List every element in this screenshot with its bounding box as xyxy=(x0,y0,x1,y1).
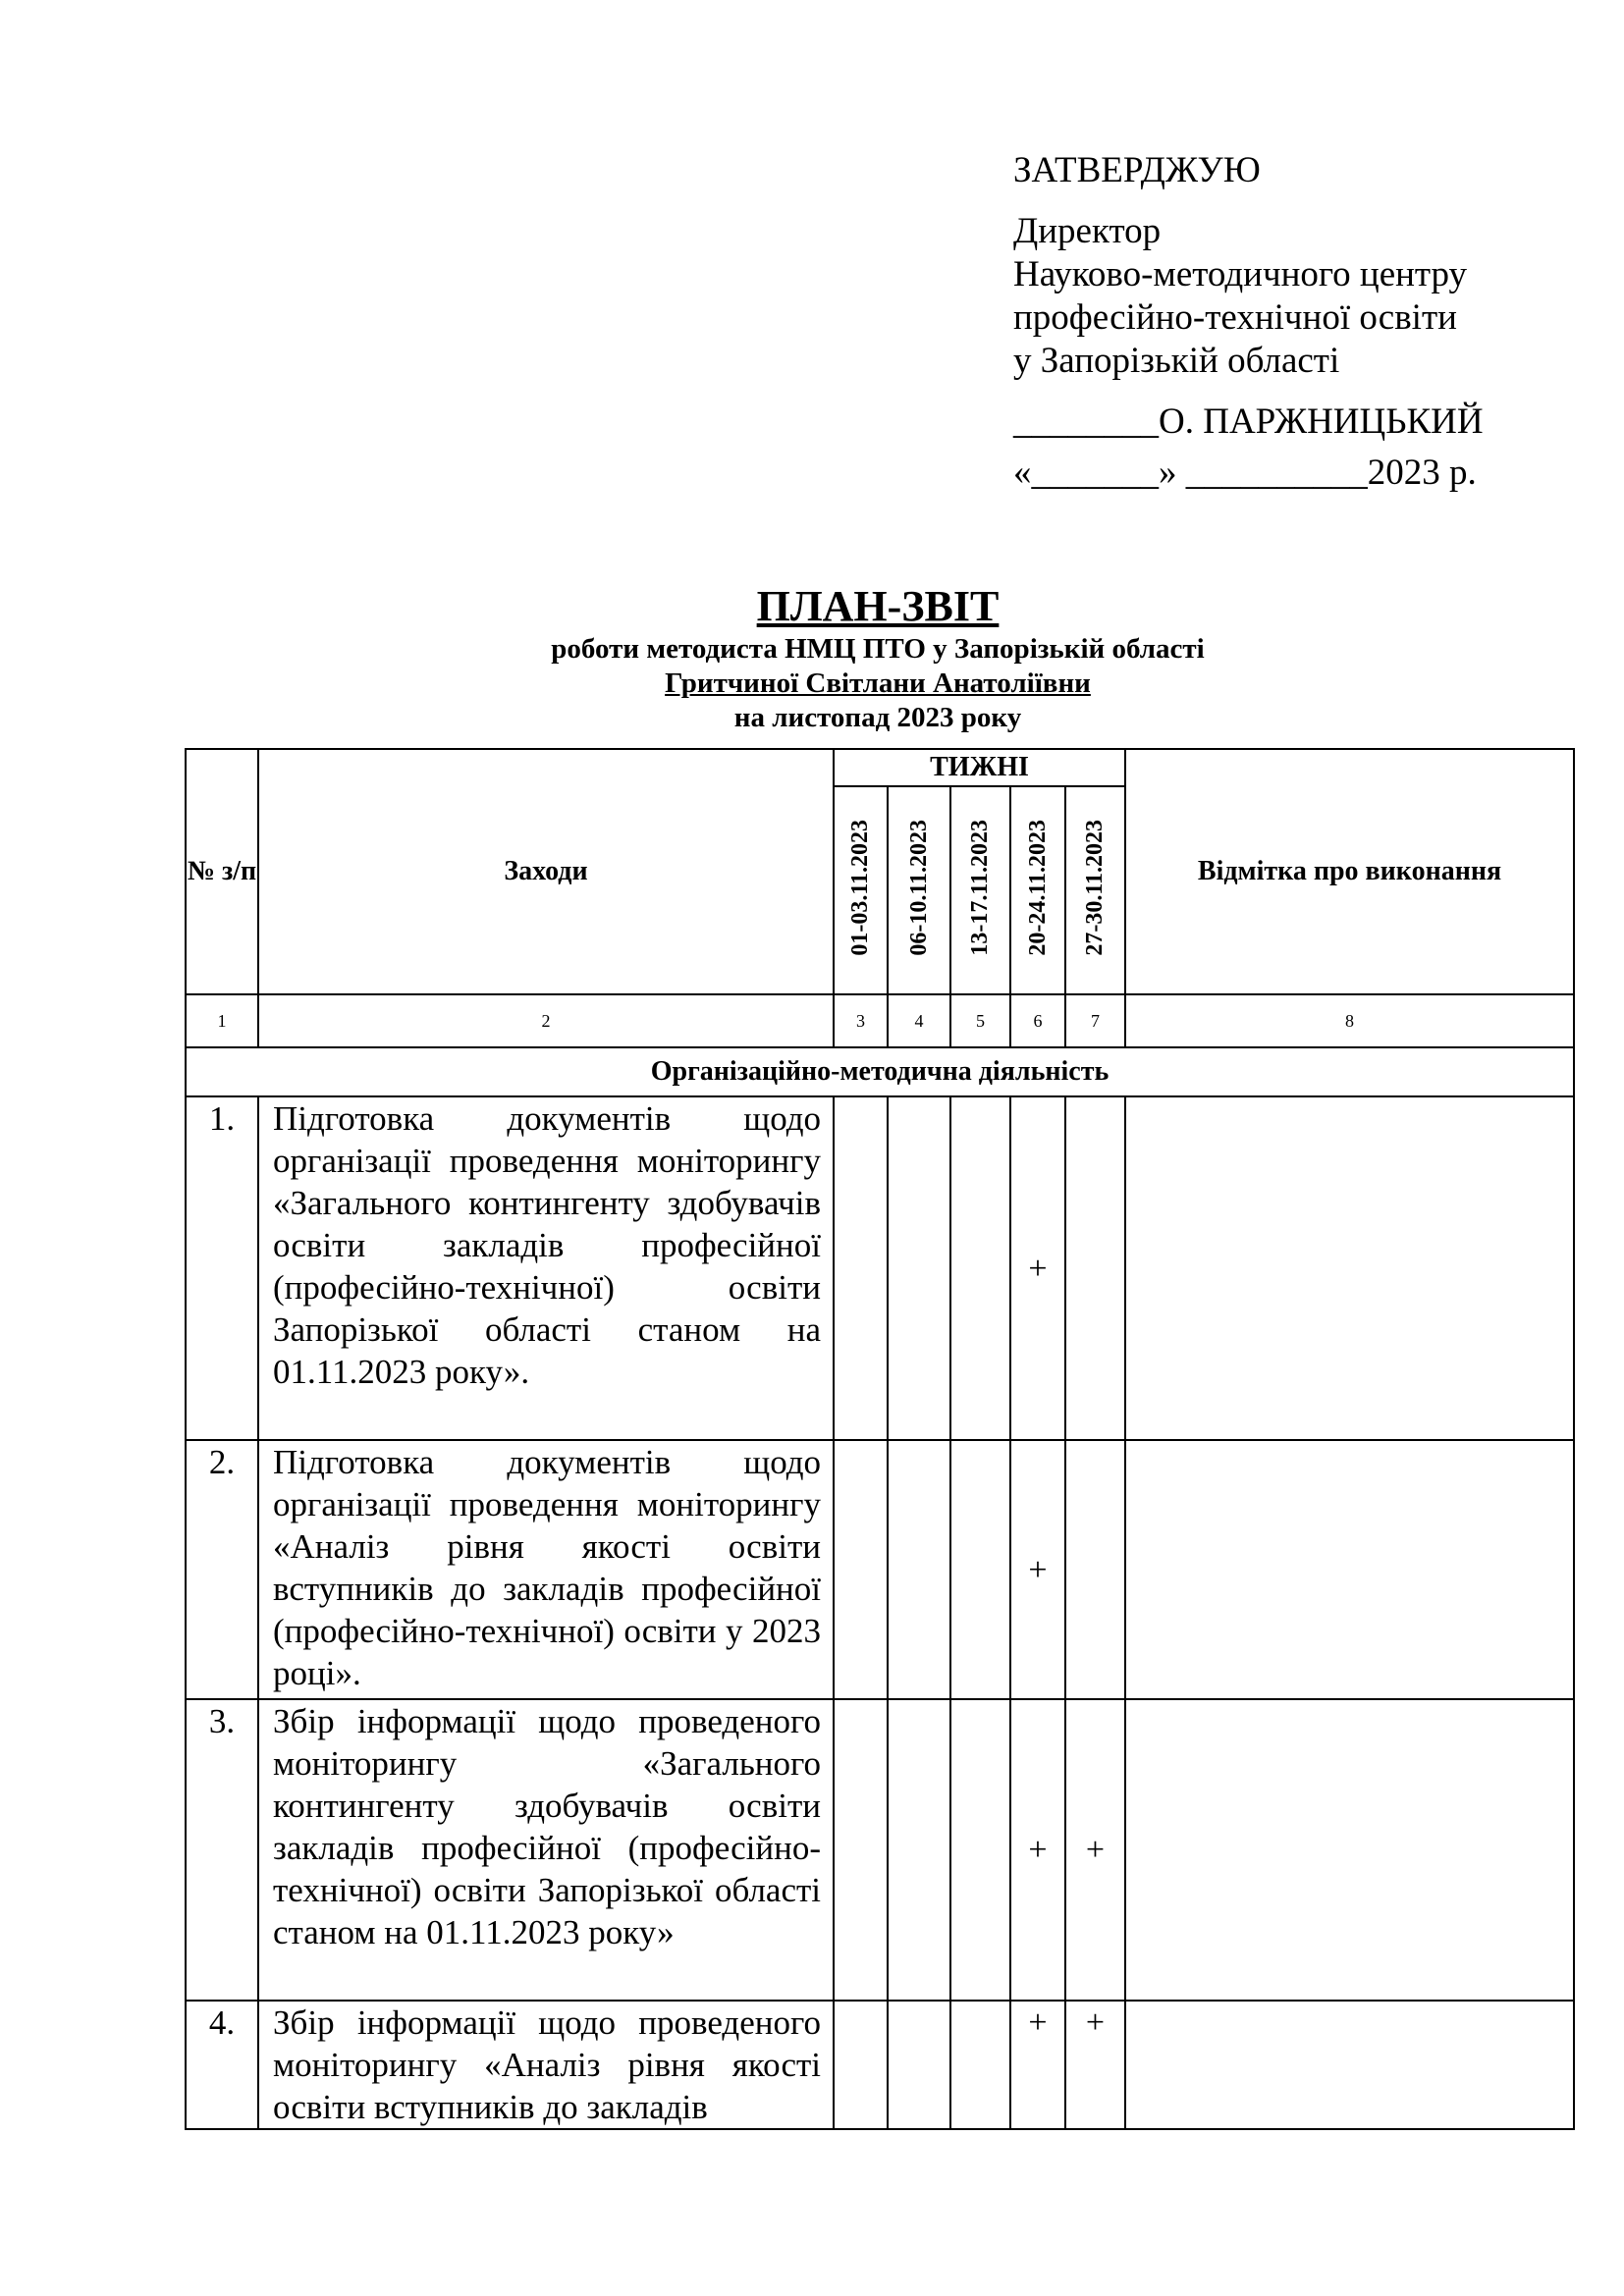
column-number: 1 xyxy=(186,994,258,1047)
week-mark xyxy=(950,2001,1010,2129)
header-status: Відмітка про виконання xyxy=(1125,749,1574,994)
column-number: 5 xyxy=(950,994,1010,1047)
section-row xyxy=(186,1047,1574,1096)
row-event: Збір інформації щодо проведеного моніторингу «Загального контингенту здобувачів освіти закладів професійної (професійно-технічної) освіти Запорізької області станом на 01.11.2023 року» xyxy=(258,1699,834,2001)
table-row xyxy=(186,1699,1574,2001)
approval-position-line: Директор xyxy=(1013,211,1162,251)
week-mark xyxy=(888,2001,950,2129)
row-number: 4. xyxy=(186,2001,258,2129)
week-label: 27-30.11.2023 xyxy=(1065,786,1125,994)
week-mark: + xyxy=(1010,2001,1065,2129)
week-mark xyxy=(834,1440,888,1699)
approval-signature: ________О. ПАРЖНИЦЬКИЙ xyxy=(1013,401,1484,442)
row-status xyxy=(1125,1440,1574,1699)
row-number: 3. xyxy=(186,1699,258,2001)
row-status xyxy=(1125,1096,1574,1440)
approval-position-line: професійно-технічної освіти xyxy=(1013,297,1457,338)
approval-heading: ЗАТВЕРДЖУЮ xyxy=(1013,150,1261,190)
plan-month: на листопад 2023 року xyxy=(733,702,1022,733)
week-mark xyxy=(888,1096,950,1440)
row-event: Підготовка документів щодо організації проведення моніторингу «Аналіз рівня якості освіти вступників до закладів професійної (професійно-технічної) освіти у 2023 році». xyxy=(258,1440,834,1699)
column-number: 4 xyxy=(888,994,950,1047)
week-label: 20-24.11.2023 xyxy=(1010,786,1065,994)
column-number: 7 xyxy=(1065,994,1125,1047)
document-title: ПЛАН-ЗВІТ xyxy=(756,582,1000,630)
section-title: Організаційно-методична діяльність xyxy=(186,1047,1574,1096)
week-label: 01-03.11.2023 xyxy=(834,786,888,994)
header-num: № з/п xyxy=(186,749,258,994)
week-mark: + xyxy=(1010,1440,1065,1699)
week-mark: + xyxy=(1010,1096,1065,1440)
column-number: 3 xyxy=(834,994,888,1047)
approval-position-line: у Запорізькій області xyxy=(1013,341,1340,381)
column-number: 8 xyxy=(1125,994,1574,1047)
week-mark xyxy=(834,1096,888,1440)
week-mark: + xyxy=(1010,1699,1065,2001)
week-mark xyxy=(950,1096,1010,1440)
approval-date: «_______» __________2023 р. xyxy=(1013,453,1477,493)
week-mark xyxy=(888,1699,950,2001)
header-weeks: ТИЖНІ xyxy=(834,749,1125,786)
approval-block xyxy=(1013,149,1563,495)
header-events: Заходи xyxy=(258,749,834,994)
week-mark xyxy=(1065,1440,1125,1699)
week-mark xyxy=(834,2001,888,2129)
row-event: Збір інформації щодо проведеного моніторингу «Аналіз рівня якості освіти вступників до закладів xyxy=(258,2001,834,2129)
header-row xyxy=(186,749,1574,786)
row-number: 2. xyxy=(186,1440,258,1699)
week-mark xyxy=(888,1440,950,1699)
column-number-row xyxy=(186,994,1574,1047)
table-row xyxy=(186,2001,1574,2129)
table-row xyxy=(186,1440,1574,1699)
week-label: 06-10.11.2023 xyxy=(888,786,950,994)
row-status xyxy=(1125,2001,1574,2129)
row-number: 1. xyxy=(186,1096,258,1440)
week-mark xyxy=(834,1699,888,2001)
week-mark xyxy=(950,1440,1010,1699)
plan-table xyxy=(185,748,1575,2130)
week-mark xyxy=(950,1699,1010,2001)
column-number: 2 xyxy=(258,994,834,1047)
week-mark: + xyxy=(1065,1699,1125,2001)
column-number: 6 xyxy=(1010,994,1065,1047)
document-subtitle: роботи методиста НМЦ ПТО у Запорізькій області xyxy=(551,633,1205,665)
person-name: Гритчиної Світлани Анатоліївни xyxy=(665,667,1091,699)
week-mark xyxy=(1065,1096,1125,1440)
table-row xyxy=(186,1096,1574,1440)
title-block xyxy=(185,581,1571,735)
week-label: 13-17.11.2023 xyxy=(950,786,1010,994)
approval-position-line: Науково-методичного центру xyxy=(1013,254,1468,294)
week-mark: + xyxy=(1065,2001,1125,2129)
approval-position xyxy=(1013,210,1563,383)
row-status xyxy=(1125,1699,1574,2001)
row-event: Підготовка документів щодо організації проведення моніторингу «Загального контингенту здобувачів освіти закладів професійної (професійно-технічної) освіти Запорізької області станом на 01.11.2023 року». xyxy=(258,1096,834,1440)
